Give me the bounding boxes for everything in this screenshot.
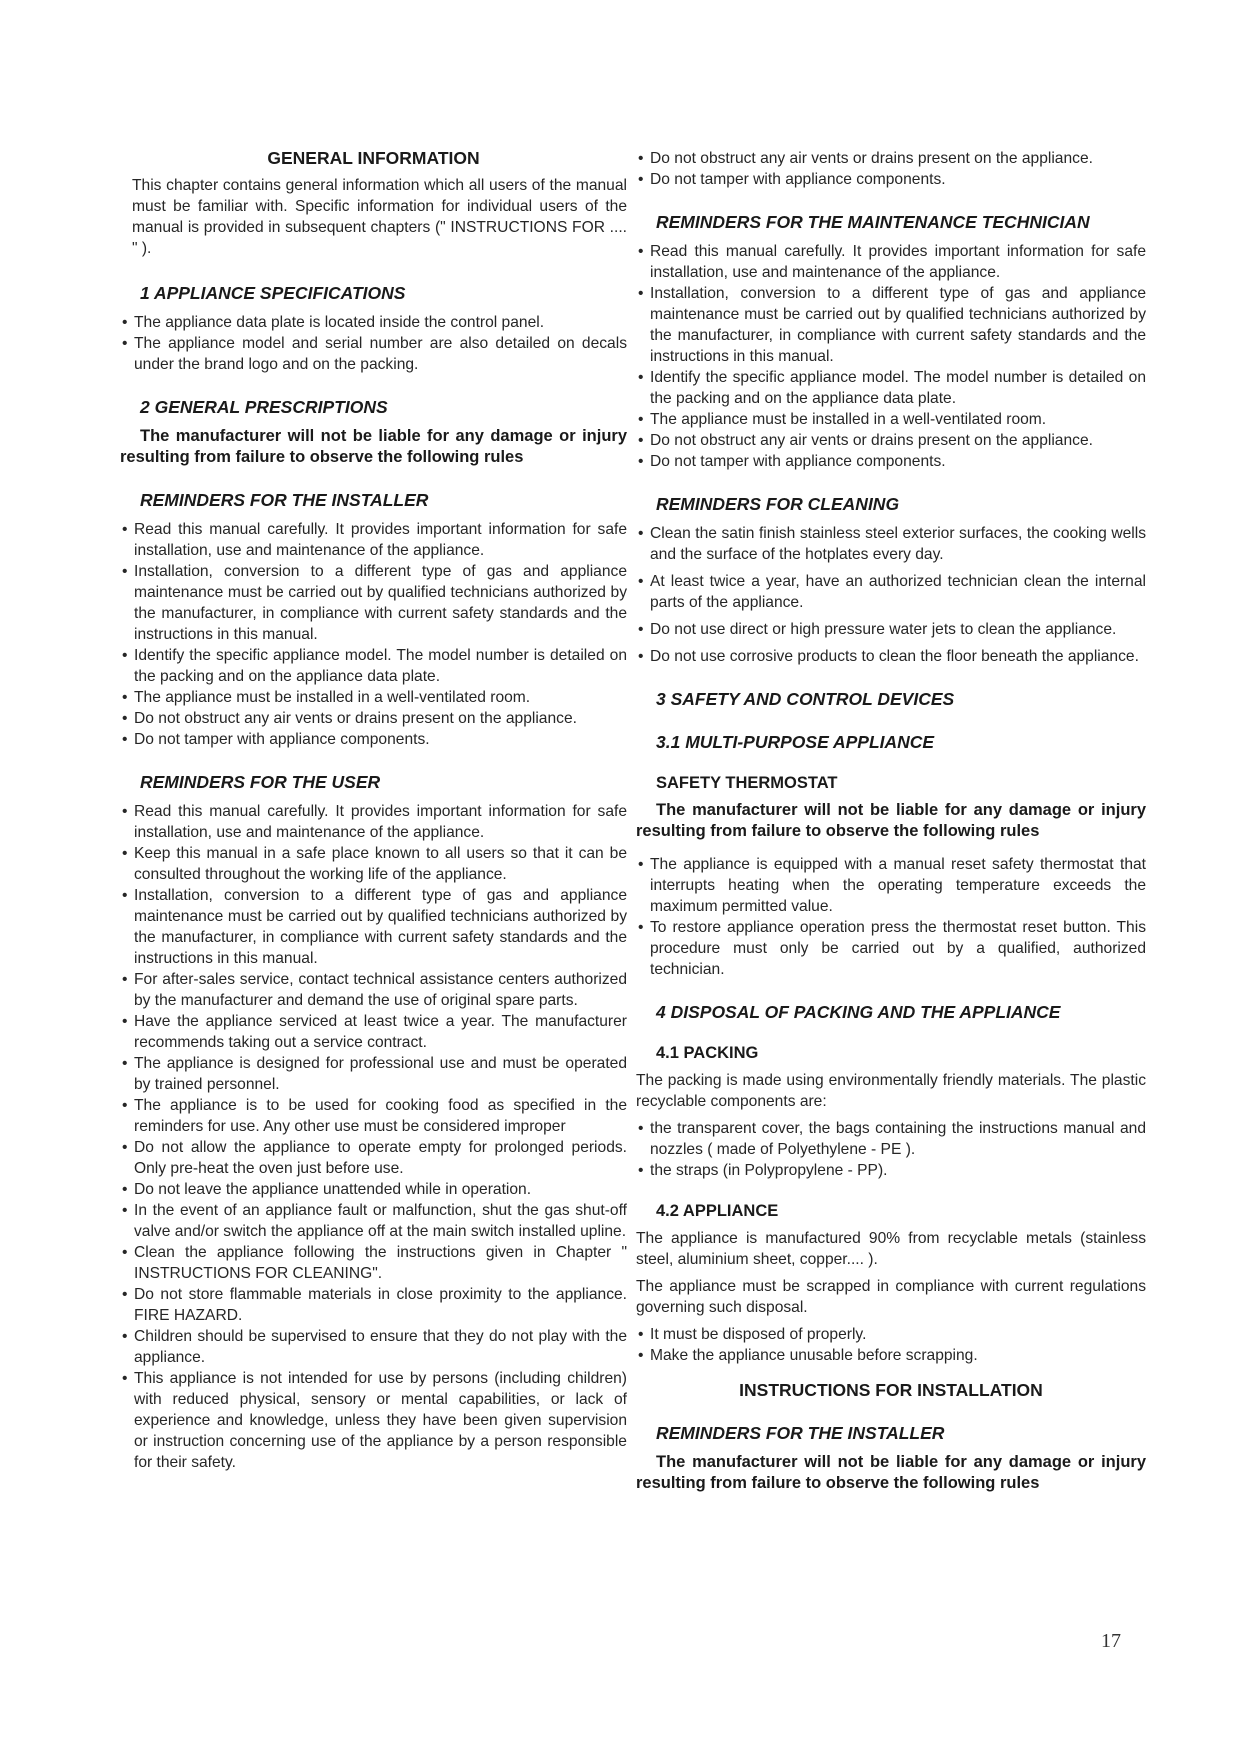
general-information-intro: This chapter contains general information which all users of the manual must be familiar with. Specific information for individual users of the manual is provided in subsequent chapters (" INSTRUCTIONS FOR .... " ).: [132, 177, 627, 257]
section-3-title: 3 SAFETY AND CONTROL DEVICES: [656, 689, 955, 709]
list-item: • the transparent cover, the bags containing the instructions manual and nozzles ( made of Polyethylene - PE ).: [636, 1118, 1146, 1160]
page-number: 17: [1101, 1630, 1121, 1652]
list-item: • Do not store flammable materials in close proximity to the appliance. FIRE HAZARD.: [120, 1284, 627, 1326]
list-item: • Do not use corrosive products to clean the floor beneath the appliance.: [636, 646, 1146, 667]
appliance-text-scrapping: The appliance must be scrapped in compliance with current regulations governing such disposal.: [636, 1278, 1146, 1316]
list-item: • The appliance must be installed in a well-ventilated room.: [636, 409, 1146, 430]
installation-reminders-title: REMINDERS FOR THE INSTALLER: [656, 1423, 945, 1443]
list-item: • Clean the satin finish stainless steel exterior surfaces, the cooking wells and the surface of the hotplates every day.: [636, 523, 1146, 565]
appliance-specifications-list: [120, 312, 627, 375]
list-item: • Do not obstruct any air vents or drains present on the appliance.: [636, 430, 1146, 451]
reminders-cleaning-title: REMINDERS FOR CLEANING: [656, 494, 900, 514]
list-item: • Do not allow the appliance to operate empty for prolonged periods. Only pre-heat the oven just before use.: [120, 1137, 627, 1179]
list-item: • Installation, conversion to a different type of gas and appliance maintenance must be carried out by qualified technicians authorized by the manufacturer, in compliance with current safety standards and the instructions in this manual.: [120, 885, 627, 969]
list-item: • Read this manual carefully. It provides important information for safe installation, use and maintenance of the appliance.: [120, 519, 627, 561]
list-item: • Do not tamper with appliance components.: [120, 729, 627, 750]
list-item: • Installation, conversion to a different type of gas and appliance maintenance must be carried out by qualified technicians authorized by the manufacturer, in compliance with current safety standards and the instructions in this manual.: [120, 561, 627, 645]
list-item: • Do not use direct or high pressure water jets to clean the appliance.: [636, 619, 1146, 640]
list-item: • The appliance is equipped with a manual reset safety thermostat that interrupts heating when the operating temperature exceeds the maximum permitted value.: [636, 854, 1146, 917]
appliance-text-recyclable: The appliance is manufactured 90% from recyclable metals (stainless steel, aluminium sheet, copper.... ).: [636, 1230, 1146, 1268]
installation-instructions-title: INSTRUCTIONS FOR INSTALLATION: [739, 1380, 1043, 1400]
reminders-installer-list: [120, 519, 627, 750]
list-item: • Installation, conversion to a different type of gas and appliance maintenance must be carried out by qualified technicians authorized by the manufacturer, in compliance with current safety standards and the instructions in this manual.: [636, 283, 1146, 367]
list-item: • Keep this manual in a safe place known to all users so that it can be consulted throughout the working life of the appliance.: [120, 843, 627, 885]
packing-title: 4.1 PACKING: [656, 1044, 759, 1062]
reminders-installer-title: REMINDERS FOR THE INSTALLER: [140, 490, 429, 510]
list-item: • Do not leave the appliance unattended while in operation.: [120, 1179, 627, 1200]
list-item: • Children should be supervised to ensure that they do not play with the appliance.: [120, 1326, 627, 1368]
list-item: • Read this manual carefully. It provides important information for safe installation, use and maintenance of the appliance.: [636, 241, 1146, 283]
reminders-maintenance-list: [636, 241, 1146, 472]
right-column: [636, 148, 1146, 1506]
list-item: • This appliance is not intended for use by persons (including children) with reduced physical, sensory or mental capabilities, or lack of experience and knowledge, unless they have been given supervision or instruction concerning use of the appliance by a person responsible for their safety.: [120, 1368, 627, 1473]
list-item: • The appliance is designed for professional use and must be operated by trained personnel.: [120, 1053, 627, 1095]
packing-list: [636, 1118, 1146, 1181]
liability-warning: The manufacturer will not be liable for any damage or injury resulting from failure to observe the following rules: [636, 1453, 1146, 1492]
safety-thermostat-title: SAFETY THERMOSTAT: [656, 774, 838, 792]
list-item: • To restore appliance operation press the thermostat reset button. This procedure must only be carried out by a qualified, authorized technician.: [636, 917, 1146, 980]
list-item: • At least twice a year, have an authorized technician clean the internal parts of the appliance.: [636, 571, 1146, 613]
list-item: • Do not obstruct any air vents or drains present on the appliance.: [636, 148, 1146, 169]
appliance-title: 4.2 APPLIANCE: [656, 1202, 779, 1220]
section-3-1-title: 3.1 MULTI-PURPOSE APPLIANCE: [656, 732, 935, 752]
list-item: • Identify the specific appliance model. The model number is detailed on the packing and on the appliance data plate.: [120, 645, 627, 687]
list-item: • Make the appliance unusable before scrapping.: [636, 1345, 1146, 1366]
list-item: • Do not tamper with appliance components.: [636, 169, 1146, 190]
list-item: • It must be disposed of properly.: [636, 1324, 1146, 1345]
reminders-user-list: [120, 801, 627, 1473]
list-item: • Do not tamper with appliance components.: [636, 451, 1146, 472]
list-item: • The appliance must be installed in a well-ventilated room.: [120, 687, 627, 708]
list-item: • In the event of an appliance fault or malfunction, shut the gas shut-off valve and/or switch the appliance off at the main switch installed upline.: [120, 1200, 627, 1242]
list-item: • For after-sales service, contact technical assistance centers authorized by the manufacturer and demand the use of original spare parts.: [120, 969, 627, 1011]
liability-warning: The manufacturer will not be liable for any damage or injury resulting from failure to observe the following rules: [120, 427, 627, 466]
list-item: • The appliance is to be used for cooking food as specified in the reminders for use. Any other use must be considered improper: [120, 1095, 627, 1137]
list-item: • Read this manual carefully. It provides important information for safe installation, use and maintenance of the appliance.: [120, 801, 627, 843]
list-item: • Identify the specific appliance model. The model number is detailed on the packing and on the appliance data plate.: [636, 367, 1146, 409]
list-item: • Do not obstruct any air vents or drains present on the appliance.: [120, 708, 627, 729]
list-item: • The appliance data plate is located inside the control panel.: [120, 312, 627, 333]
liability-warning: The manufacturer will not be liable for any damage or injury resulting from failure to observe the following rules: [636, 801, 1146, 840]
reminders-cleaning-list: [636, 523, 1146, 667]
packing-text: The packing is made using environmentally friendly materials. The plastic recyclable components are:: [636, 1072, 1146, 1110]
reminders-maintenance-title: REMINDERS FOR THE MAINTENANCE TECHNICIAN: [656, 212, 1090, 232]
list-item: • Have the appliance serviced at least twice a year. The manufacturer recommends taking out a service contract.: [120, 1011, 627, 1053]
list-item: • the straps (in Polypropylene - PP).: [636, 1160, 1146, 1181]
list-item: • Clean the appliance following the instructions given in Chapter " INSTRUCTIONS FOR CLEANING".: [120, 1242, 627, 1284]
reminders-user-title: REMINDERS FOR THE USER: [140, 772, 381, 792]
appliance-disposal-list: [636, 1324, 1146, 1366]
installer-list-continued: [636, 148, 1146, 190]
section-2-title: 2 GENERAL PRESCRIPTIONS: [140, 397, 388, 417]
safety-thermostat-list: [636, 854, 1146, 980]
list-item: • The appliance model and serial number are also detailed on decals under the brand logo and on the packing.: [120, 333, 627, 375]
section-1-title: 1 APPLIANCE SPECIFICATIONS: [140, 283, 406, 303]
left-column: [120, 148, 627, 1473]
general-information-title: GENERAL INFORMATION: [267, 148, 480, 168]
section-4-title: 4 DISPOSAL OF PACKING AND THE APPLIANCE: [656, 1002, 1061, 1022]
